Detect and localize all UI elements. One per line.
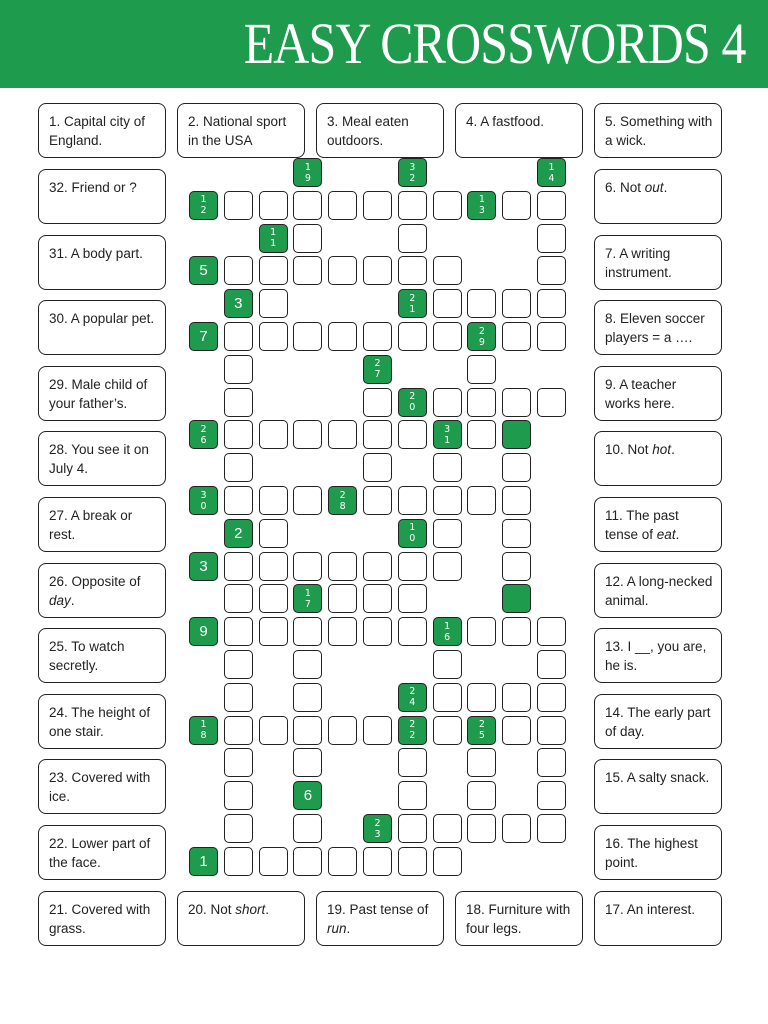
grid-cell[interactable] — [537, 256, 566, 285]
grid-cell[interactable] — [537, 224, 566, 253]
clue-text: 32. Friend or ? — [49, 180, 137, 195]
grid-cell[interactable] — [363, 486, 392, 515]
numbered-cell[interactable] — [433, 420, 462, 449]
numbered-cell[interactable] — [398, 716, 427, 745]
grid-cell[interactable] — [259, 716, 288, 745]
grid-cell[interactable] — [363, 420, 392, 449]
grid-cell[interactable] — [224, 453, 253, 482]
grid-cell[interactable] — [537, 191, 566, 220]
grid-cell[interactable] — [398, 486, 427, 515]
grid-cell[interactable] — [293, 420, 322, 449]
numbered-cell[interactable] — [224, 519, 253, 548]
clue-text-pre: 10. Not — [605, 442, 653, 457]
grid-cell[interactable] — [224, 650, 253, 679]
numbered-cell[interactable] — [433, 617, 462, 646]
clue-text: 18. Furniture with four legs. — [466, 902, 571, 936]
grid-cell[interactable] — [363, 388, 392, 417]
cell-number: 31 — [444, 423, 451, 446]
grid-cell[interactable] — [433, 191, 462, 220]
grid-cell[interactable] — [293, 683, 322, 712]
grid-cell[interactable] — [328, 322, 357, 351]
clue-text-post: . — [675, 527, 680, 542]
clue-box-12 — [594, 563, 722, 618]
numbered-cell[interactable] — [467, 191, 496, 220]
grid-cell[interactable] — [363, 847, 392, 876]
grid-cell[interactable] — [259, 256, 288, 285]
clue-text-pre: 19. Past tense of — [327, 902, 429, 917]
clue-text: 31. A body part. — [49, 246, 143, 261]
numbered-cell[interactable] — [502, 420, 531, 449]
numbered-cell[interactable] — [467, 322, 496, 351]
numbered-cell[interactable] — [293, 781, 322, 810]
grid-cell[interactable] — [467, 486, 496, 515]
cell-number: 9 — [199, 623, 208, 641]
grid-cell[interactable] — [398, 191, 427, 220]
cell-number: 6 — [303, 787, 313, 805]
clue-text: 24. The height of one stair. — [49, 705, 151, 739]
numbered-cell[interactable] — [189, 191, 218, 220]
clue-text-pre: 6. Not — [605, 180, 645, 195]
grid-cell[interactable] — [502, 683, 531, 712]
clue-text: 2. National sport in the USA — [188, 114, 287, 148]
clue-text: 8. Eleven soccer players = a …. — [605, 311, 705, 345]
clue-box-4 — [455, 103, 583, 158]
clue-box-2 — [177, 103, 305, 158]
grid-cell[interactable] — [363, 552, 392, 581]
numbered-cell[interactable] — [189, 847, 218, 876]
grid-cell[interactable] — [398, 552, 427, 581]
clue-text: 3. Meal eaten outdoors. — [327, 114, 409, 148]
grid-cell[interactable] — [224, 584, 253, 613]
grid-cell[interactable] — [328, 584, 357, 613]
grid-cell[interactable] — [433, 847, 462, 876]
numbered-cell[interactable] — [189, 617, 218, 646]
grid-cell[interactable] — [467, 355, 496, 384]
grid-cell[interactable] — [293, 617, 322, 646]
clue-text: 28. You see it on July 4. — [49, 442, 149, 476]
grid-cell[interactable] — [502, 388, 531, 417]
grid-cell[interactable] — [467, 388, 496, 417]
grid-cell[interactable] — [293, 322, 322, 351]
grid-cell[interactable] — [433, 519, 462, 548]
grid-cell[interactable] — [433, 814, 462, 843]
grid-cell[interactable] — [328, 847, 357, 876]
grid-cell[interactable] — [537, 617, 566, 646]
clue-text: 23. Covered with ice. — [49, 770, 151, 804]
numbered-cell[interactable] — [363, 355, 392, 384]
cell-number: 19 — [304, 161, 311, 184]
clue-text: 1. Capital city of England. — [49, 114, 146, 148]
grid-cell[interactable] — [502, 519, 531, 548]
clue-box-13 — [594, 628, 722, 683]
clue-text: 7. A writing instrument. — [605, 246, 672, 280]
clue-text: 17. An interest. — [605, 902, 696, 917]
grid-cell[interactable] — [467, 420, 496, 449]
cell-number: 23 — [374, 817, 381, 840]
grid-cell[interactable] — [259, 420, 288, 449]
grid-cell[interactable] — [363, 191, 392, 220]
numbered-cell[interactable] — [189, 716, 218, 745]
numbered-cell[interactable] — [259, 224, 288, 253]
clue-text-em: out — [644, 180, 664, 195]
clue-text-em: short — [235, 902, 266, 917]
grid-cell[interactable] — [502, 552, 531, 581]
clue-text: 15. A salty snack. — [605, 770, 710, 785]
grid-cell[interactable] — [398, 420, 427, 449]
grid-cell[interactable] — [259, 584, 288, 613]
cell-number: 16 — [444, 620, 451, 643]
clue-text: 14. The early part of day. — [605, 705, 711, 739]
clue-text: 16. The highest point. — [605, 836, 698, 870]
grid-cell[interactable] — [224, 552, 253, 581]
grid-cell[interactable] — [293, 650, 322, 679]
grid-cell[interactable] — [537, 388, 566, 417]
grid-cell[interactable] — [502, 289, 531, 318]
grid-cell[interactable] — [433, 716, 462, 745]
clue-box-27 — [38, 497, 166, 552]
grid-cell[interactable] — [467, 289, 496, 318]
grid-cell[interactable] — [259, 322, 288, 351]
clue-text-em: run — [327, 921, 347, 936]
cell-number: 29 — [478, 325, 485, 348]
grid-cell[interactable] — [502, 453, 531, 482]
grid-cell[interactable] — [537, 716, 566, 745]
clue-text: 22. Lower part of the face. — [49, 836, 151, 870]
grid-cell[interactable] — [293, 552, 322, 581]
grid-cell[interactable] — [433, 486, 462, 515]
numbered-cell[interactable] — [467, 716, 496, 745]
grid-cell[interactable] — [398, 847, 427, 876]
numbered-cell[interactable] — [537, 158, 566, 187]
grid-cell[interactable] — [224, 617, 253, 646]
grid-cell[interactable] — [398, 256, 427, 285]
clue-text: 27. A break or rest. — [49, 508, 133, 542]
grid-cell[interactable] — [224, 814, 253, 843]
numbered-cell[interactable] — [398, 519, 427, 548]
grid-cell[interactable] — [363, 453, 392, 482]
clue-box-20 — [177, 891, 305, 946]
cell-number: 1 — [199, 852, 208, 870]
grid-cell[interactable] — [433, 650, 462, 679]
grid-cell[interactable] — [537, 683, 566, 712]
numbered-cell[interactable] — [328, 486, 357, 515]
numbered-cell[interactable] — [189, 256, 218, 285]
grid-cell[interactable] — [433, 256, 462, 285]
grid-cell[interactable] — [328, 716, 357, 745]
grid-cell[interactable] — [502, 716, 531, 745]
grid-cell[interactable] — [363, 617, 392, 646]
grid-cell[interactable] — [363, 584, 392, 613]
clue-text-em: day — [49, 593, 71, 608]
grid-cell[interactable] — [433, 552, 462, 581]
clue-box-14 — [594, 694, 722, 749]
clue-text: 30. A popular pet. — [49, 311, 155, 326]
clue-text: 13. I __, you are, he is. — [605, 639, 707, 673]
grid-cell[interactable] — [502, 486, 531, 515]
grid-cell[interactable] — [537, 748, 566, 777]
grid-cell[interactable] — [537, 650, 566, 679]
grid-cell[interactable] — [363, 322, 392, 351]
grid-cell[interactable] — [467, 781, 496, 810]
clue-box-28 — [38, 431, 166, 486]
cell-number: 11 — [270, 227, 277, 250]
cell-number: 20 — [409, 391, 416, 414]
grid-cell[interactable] — [537, 781, 566, 810]
numbered-cell[interactable] — [189, 322, 218, 351]
clue-box-9 — [594, 366, 722, 421]
numbered-cell[interactable] — [398, 388, 427, 417]
clue-text-pre: 11. The past tense of — [605, 508, 679, 542]
clue-text: 21. Covered with grass. — [49, 902, 151, 936]
cell-number: 26 — [200, 423, 207, 446]
clue-text: 5. Something with a wick. — [605, 114, 713, 148]
clue-box-15 — [594, 759, 722, 814]
grid-cell[interactable] — [502, 617, 531, 646]
clue-text-post: . — [346, 921, 351, 936]
grid-cell[interactable] — [259, 519, 288, 548]
clue-box-18 — [455, 891, 583, 946]
clue-box-8 — [594, 300, 722, 355]
grid-cell[interactable] — [224, 748, 253, 777]
grid-cell[interactable] — [363, 256, 392, 285]
cell-number: 12 — [200, 194, 207, 217]
numbered-cell[interactable] — [398, 158, 427, 187]
grid-cell[interactable] — [293, 224, 322, 253]
grid-cell[interactable] — [328, 256, 357, 285]
grid-cell[interactable] — [467, 617, 496, 646]
clue-box-17 — [594, 891, 722, 946]
grid-cell[interactable] — [224, 322, 253, 351]
grid-cell[interactable] — [433, 683, 462, 712]
cell-number: 14 — [548, 161, 555, 184]
numbered-cell[interactable] — [189, 486, 218, 515]
numbered-cell[interactable] — [293, 158, 322, 187]
grid-cell[interactable] — [224, 191, 253, 220]
grid-cell[interactable] — [224, 847, 253, 876]
clue-box-10 — [594, 431, 722, 486]
clue-box-3 — [316, 103, 444, 158]
cell-number: 21 — [409, 292, 416, 315]
clue-text: 29. Male child of your father’s. — [49, 377, 148, 411]
numbered-cell[interactable] — [363, 814, 392, 843]
grid-cell[interactable] — [293, 748, 322, 777]
clue-box-24 — [38, 694, 166, 749]
grid-cell[interactable] — [398, 748, 427, 777]
grid-cell[interactable] — [293, 814, 322, 843]
cell-number: 18 — [200, 719, 207, 742]
grid-cell[interactable] — [328, 617, 357, 646]
clue-box-11 — [594, 497, 722, 552]
grid-cell[interactable] — [293, 486, 322, 515]
numbered-cell[interactable] — [293, 584, 322, 613]
grid-cell[interactable] — [537, 814, 566, 843]
clue-text-pre: 26. Opposite of — [49, 574, 141, 589]
numbered-cell[interactable] — [398, 289, 427, 318]
cell-number: 2 — [234, 524, 243, 542]
title-banner — [0, 0, 768, 88]
clue-text: 4. A fastfood. — [466, 114, 545, 129]
page-title: EASY CROSSWORDS 4 — [244, 11, 746, 76]
grid-cell[interactable] — [259, 289, 288, 318]
clue-box-25 — [38, 628, 166, 683]
clue-text: 25. To watch secretly. — [49, 639, 125, 673]
cell-number: 17 — [304, 587, 311, 610]
cell-number: 5 — [199, 262, 208, 280]
cell-number: 25 — [478, 719, 485, 742]
clue-box-5 — [594, 103, 722, 158]
grid-cell[interactable] — [398, 781, 427, 810]
cell-number: 3 — [199, 557, 208, 575]
cell-number: 7 — [199, 328, 208, 345]
grid-cell[interactable] — [328, 191, 357, 220]
grid-cell[interactable] — [537, 289, 566, 318]
grid-cell[interactable] — [224, 781, 253, 810]
clue-text-pre: 20. Not — [188, 902, 236, 917]
grid-cell[interactable] — [224, 420, 253, 449]
cell-number: 30 — [200, 489, 207, 512]
grid-cell[interactable] — [398, 224, 427, 253]
clue-text-post: . — [265, 902, 270, 917]
cell-number: 28 — [339, 489, 346, 512]
clue-text: 9. A teacher works here. — [605, 377, 677, 411]
grid-cell[interactable] — [502, 814, 531, 843]
numbered-cell[interactable] — [189, 420, 218, 449]
grid-cell[interactable] — [328, 420, 357, 449]
grid-cell[interactable] — [259, 191, 288, 220]
grid-cell[interactable] — [328, 552, 357, 581]
numbered-cell[interactable] — [224, 289, 253, 318]
cell-number: 32 — [409, 161, 416, 184]
clue-box-32 — [38, 169, 166, 224]
grid-cell[interactable] — [224, 486, 253, 515]
grid-cell[interactable] — [259, 847, 288, 876]
clue-text-post: . — [671, 442, 675, 457]
grid-cell[interactable] — [537, 322, 566, 351]
grid-cell[interactable] — [398, 584, 427, 613]
grid-cell[interactable] — [259, 552, 288, 581]
grid-cell[interactable] — [467, 683, 496, 712]
clue-box-6 — [594, 169, 722, 224]
grid-cell[interactable] — [433, 289, 462, 318]
clue-text-em: hot — [652, 442, 672, 457]
clue-box-23 — [38, 759, 166, 814]
grid-cell[interactable] — [502, 191, 531, 220]
grid-cell[interactable] — [259, 617, 288, 646]
grid-cell[interactable] — [467, 814, 496, 843]
grid-cell[interactable] — [433, 322, 462, 351]
clue-box-31 — [38, 235, 166, 290]
clue-text-post: . — [70, 593, 75, 608]
grid-cell[interactable] — [224, 256, 253, 285]
grid-cell[interactable] — [224, 388, 253, 417]
grid-cell[interactable] — [398, 814, 427, 843]
clue-text-post: . — [663, 180, 668, 195]
grid-cell[interactable] — [467, 748, 496, 777]
grid-cell[interactable] — [433, 388, 462, 417]
cell-number: 24 — [409, 686, 416, 709]
grid-cell[interactable] — [259, 486, 288, 515]
cell-number: 13 — [478, 194, 485, 217]
clue-box-16 — [594, 825, 722, 880]
grid-cell[interactable] — [502, 322, 531, 351]
numbered-cell[interactable] — [502, 584, 531, 613]
grid-cell[interactable] — [224, 355, 253, 384]
grid-cell[interactable] — [293, 256, 322, 285]
grid-cell[interactable] — [293, 191, 322, 220]
cell-number: 10 — [409, 522, 416, 545]
clue-box-19 — [316, 891, 444, 946]
clue-text-em: eat — [656, 527, 676, 542]
grid-cell[interactable] — [398, 617, 427, 646]
clue-box-30 — [38, 300, 166, 355]
grid-cell[interactable] — [433, 453, 462, 482]
numbered-cell[interactable] — [189, 552, 218, 581]
clue-box-21 — [38, 891, 166, 946]
numbered-cell[interactable] — [398, 683, 427, 712]
clue-box-22 — [38, 825, 166, 880]
clue-text: 12. A long-necked animal. — [605, 574, 713, 608]
clue-box-1 — [38, 103, 166, 158]
grid-cell[interactable] — [293, 847, 322, 876]
grid-cell[interactable] — [224, 683, 253, 712]
grid-cell[interactable] — [224, 716, 253, 745]
cell-number: 3 — [234, 295, 243, 313]
clue-box-29 — [38, 366, 166, 421]
grid-cell[interactable] — [363, 716, 392, 745]
clue-box-7 — [594, 235, 722, 290]
grid-cell[interactable] — [293, 716, 322, 745]
clue-box-26 — [38, 563, 166, 618]
cell-number: 22 — [409, 719, 416, 742]
grid-cell[interactable] — [398, 322, 427, 351]
cell-number: 27 — [374, 358, 381, 381]
